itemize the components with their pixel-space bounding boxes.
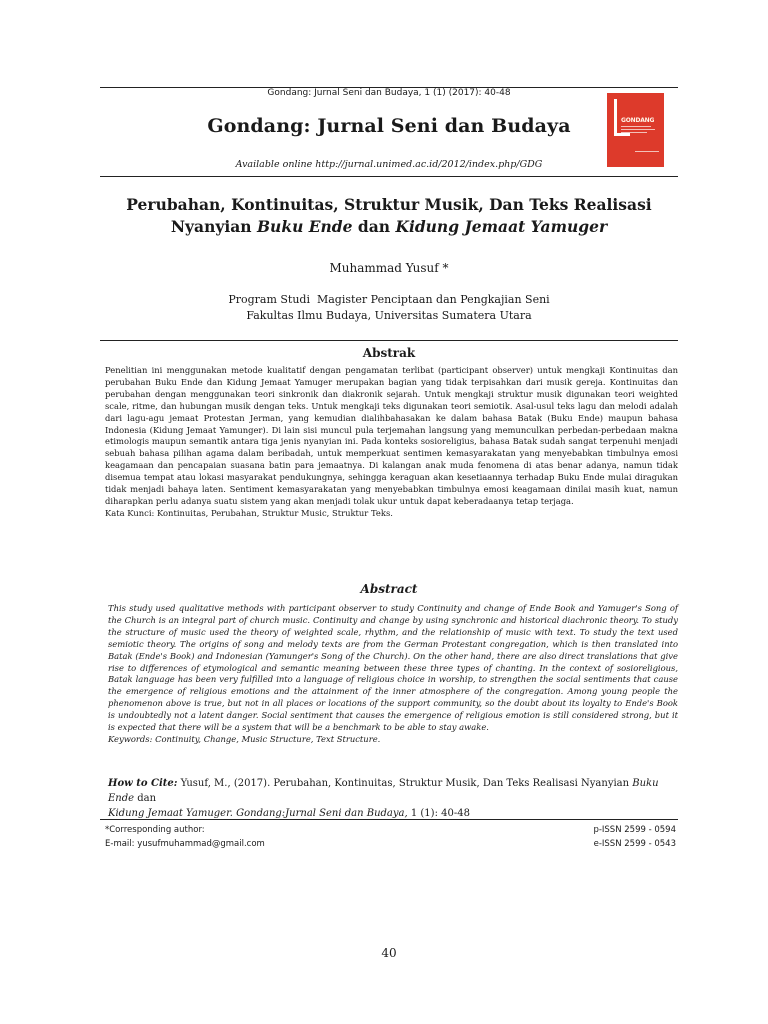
abstract-body [108,603,678,746]
corresponding-author [105,823,265,851]
abstract-rule [100,340,678,341]
article-title-line1: Perubahan, Kontinuitas, Struktur Musik, Dan Teks Realisasi [126,195,652,214]
cite-text: Yusuf, M., (2017). Perubahan, Kontinuitas, Struktur Musik, Dan Teks Realisasi Nyanyian [177,778,633,789]
author-name: Muhammad Yusuf * [329,261,449,275]
cite-italic: Kidung Jemaat Yamuger. Gondang:Jurnal Seni dan Budaya, [108,808,408,819]
journal-title: Gondang: Jurnal Seni dan Budaya [207,115,571,137]
e-issn: e-ISSN 2599 - 0543 [593,839,676,849]
cover-logo-text: GONDANG [621,117,655,124]
page-number: 40 [381,946,397,960]
cover-horizontal-bar [614,133,630,136]
abstrak-keywords: Kata Kunci: Kontinuitas, Perubahan, Struktur Music, Struktur Teks. [105,507,393,518]
abstrak-text: Penelitian ini menggunakan metode kualitatif dengan pengamatan terlibat (participant observer) untuk mengkaji Kontinuitas dan perubahan Buku Ende dan Kidung Jemaat Yamuger merupakan bagian yang tidak terpisahkan dari musik gereja. Kontinuitas dan perubahan dengan menggunakan teori sinkronik dan diakronik sejarah. Untuk mengkaji struktur musik digunakan teori weighted scale, ritme, dan hubungan musik dengan teks. Untuk mengkaji teks digunakan teori semiotik. Asal-usul teks lagu dan melodi adalah dari lagu-agu jemaat Protestan Jerman, yang kemudian dialihbahasakan ke dalam bahasa Batak (Buku Ende) maupun bahasa Indonesia (Kidung Jemaat Yamunger). Di lain sisi muncul pula terjemahan langsung yang memunculkan perbedan-perbedaan makna etimologis maupun semantik antara tiga jenis nyanyian ini. Pada konteks sosioreligius, bahasa Batak sudah sangat terpenuhi menjadi sebuah bahasa pilihan agama dalam beribadah, untuk memperkuat sentimen kemasyarakatan yang menyebabkan timbulnya emosi keagamaan dan pencapaian suasana batin para jemaatnya. Di kalangan anak muda fenomena di atas benar adanya, namun tidak disemua tempat atau lokasi masyarakat pendukungnya, sehingga keraguan akan kesetiaannya terhadap Buku Ende mulai diragukan tidak menjadi bahaya laten. Sentiment kemasyarakatan yang menyebabkan timbulnya emosi keagamaan dinilai masih kuat, namun diharapkan perlu adanya suatu sistem yang akan menjadi tolak ukur untuk dapat keberadaanya tetap terjaga. [105,365,678,506]
cover-line [621,132,647,133]
affiliation [100,292,678,324]
cite-italic: Buku Ende [108,778,659,804]
cite-text: 1 (1): 40-48 [407,808,470,819]
affiliation-line2: Fakultas Ilmu Budaya, Universitas Sumatera Utara [246,309,532,322]
cover-line [621,126,651,127]
p-issn: p-ISSN 2599 - 0594 [593,825,676,835]
cite-label: How to Cite: [108,778,178,789]
header-rule [100,176,678,177]
available-online-line: Available online http://jurnal.unimed.ac.id/2012/index.php/GDG [235,159,543,170]
cover-vertical-bar [614,99,617,133]
author-email: E-mail: yusufmuhammad@gmail.com [105,839,265,849]
cover-line [621,129,655,130]
cover-footer-line [635,151,659,152]
abstract-heading: Abstract [360,582,418,596]
title-text-italic: Buku Ende [256,217,353,236]
cite-text: dan [134,793,157,804]
journal-cover-logo [607,93,664,167]
article-title-line2 [100,216,678,238]
abstract-text: This study used qualitative methods with participant observer to study Continuity and change of Ende Book and Yamuger's Song of the Church is an integral part of church music. Continuity and change by using synchronic and historical diachronic theory. To study the structure of music used the theory of weighted scale, rhythm, and the relationship of music with text. To study the text used semiotic theory. The origins of song and melody texts are from the German Protestant congregation, which is then translated into Batak (Ende's Book) and Indonesian (Yamunger's Song of the Church). On the other hand, there are also direct translations that give rise to differences of etymological and semantic meaning between these three types of chanting. In the context of sosioreligious, Batak language has been very fulfilled into a language of religious choice in worship, to strengthen the social sentiments that cause the emergence of religious emotions and the attainment of the inner atmosphere of the congregation. Among young people the phenomenon above is true, but not in all places or locations of the support community, so the doubt about its loyalty to Ende's Book is undoubtedly not a latent danger. Social sentiment that causes the emergence of religious emotion is still considered strong, but it is expected that there will be a system that will be a benchmark to be able to stay awake. [108,603,678,733]
abstrak-heading: Abstrak [362,346,416,360]
abstract-keywords: Keywords: Continuity, Change, Music Structure, Text Structure. [108,733,381,744]
title-text-italic: Kidung Jemaat Yamuger [395,217,608,236]
corresponding-label: *Corresponding author: [105,825,205,835]
abstrak-body [105,365,678,520]
running-head: Gondang: Jurnal Seni dan Budaya, 1 (1) (2017): 40-48 [267,88,511,98]
article-title [100,194,678,238]
affiliation-line1: Program Studi Magister Penciptaan dan Pengkajian Seni [228,293,550,306]
issn-block [593,823,676,851]
footer-rule [100,819,678,820]
how-to-cite [108,776,678,821]
title-text: dan [352,217,396,236]
title-text: Nyanyian [170,217,257,236]
